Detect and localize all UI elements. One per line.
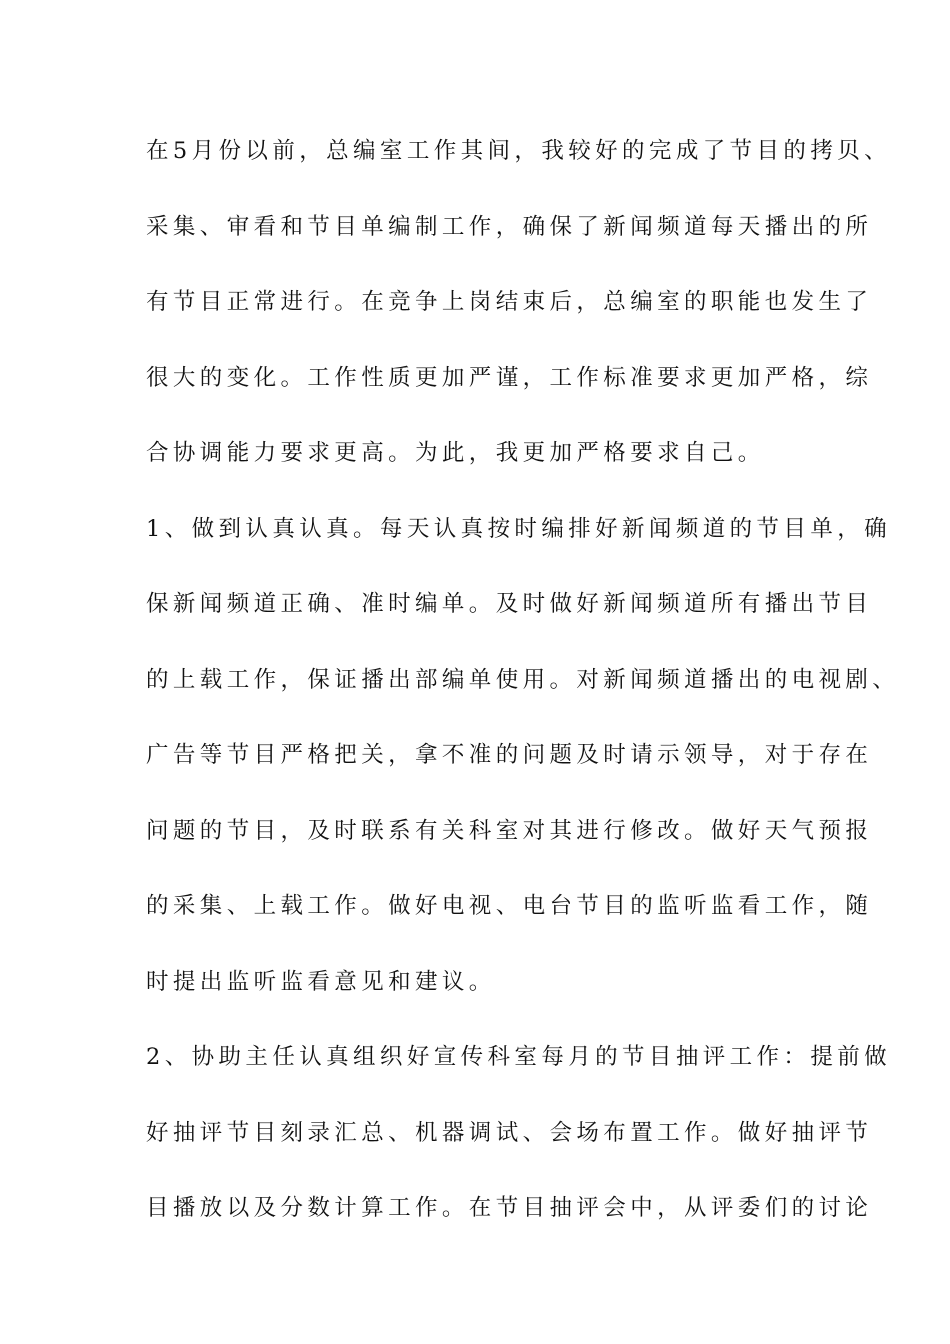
text-line-7: 保新闻频道正确、准时编单。及时做好新闻频道所有播出节目 bbox=[146, 591, 873, 617]
text-line-6: 1、做到认真认真。每天认真按时编排好新闻频道的节目单，确 bbox=[146, 515, 892, 542]
text-line-2: 采集、审看和节目单编制工作，确保了新闻频道每天播出的所 bbox=[146, 213, 873, 240]
text-line-12: 时提出监听监看意见和建议。 bbox=[146, 968, 496, 995]
text-line-14: 好抽评节目刻录汇总、机器调试、会场布置工作。做好抽评节 bbox=[146, 1119, 873, 1146]
text-line-4: 很大的变化。工作性质更加严谨，工作标准要求更加严格，综 bbox=[146, 364, 873, 391]
text-line-3: 有节目正常进行。在竞争上岗结束后，总编室的职能也发生了 bbox=[146, 289, 873, 315]
document-body bbox=[146, 128, 900, 1261]
text-line-11: 的采集、上载工作。做好电视、电台节目的监听监看工作，随 bbox=[146, 893, 873, 919]
text-line-1: 在5月份以前，总编室工作其间，我较好的完成了节目的拷贝、 bbox=[146, 138, 892, 164]
text-line-9: 广告等节目严格把关，拿不准的问题及时请示领导，对于存在 bbox=[146, 742, 873, 768]
text-line-10: 问题的节目，及时联系有关科室对其进行修改。做好天气预报 bbox=[146, 817, 873, 844]
text-line-8: 的上载工作，保证播出部编单使用。对新闻频道播出的电视剧、 bbox=[146, 666, 900, 693]
text-line-15: 目播放以及分数计算工作。在节目抽评会中，从评委们的讨论 bbox=[146, 1195, 873, 1221]
text-line-5: 合协调能力要求更高。为此，我更加严格要求自己。 bbox=[146, 440, 765, 466]
text-line-13: 2、协助主任认真组织好宣传科室每月的节目抽评工作：提前做 bbox=[146, 1044, 892, 1070]
